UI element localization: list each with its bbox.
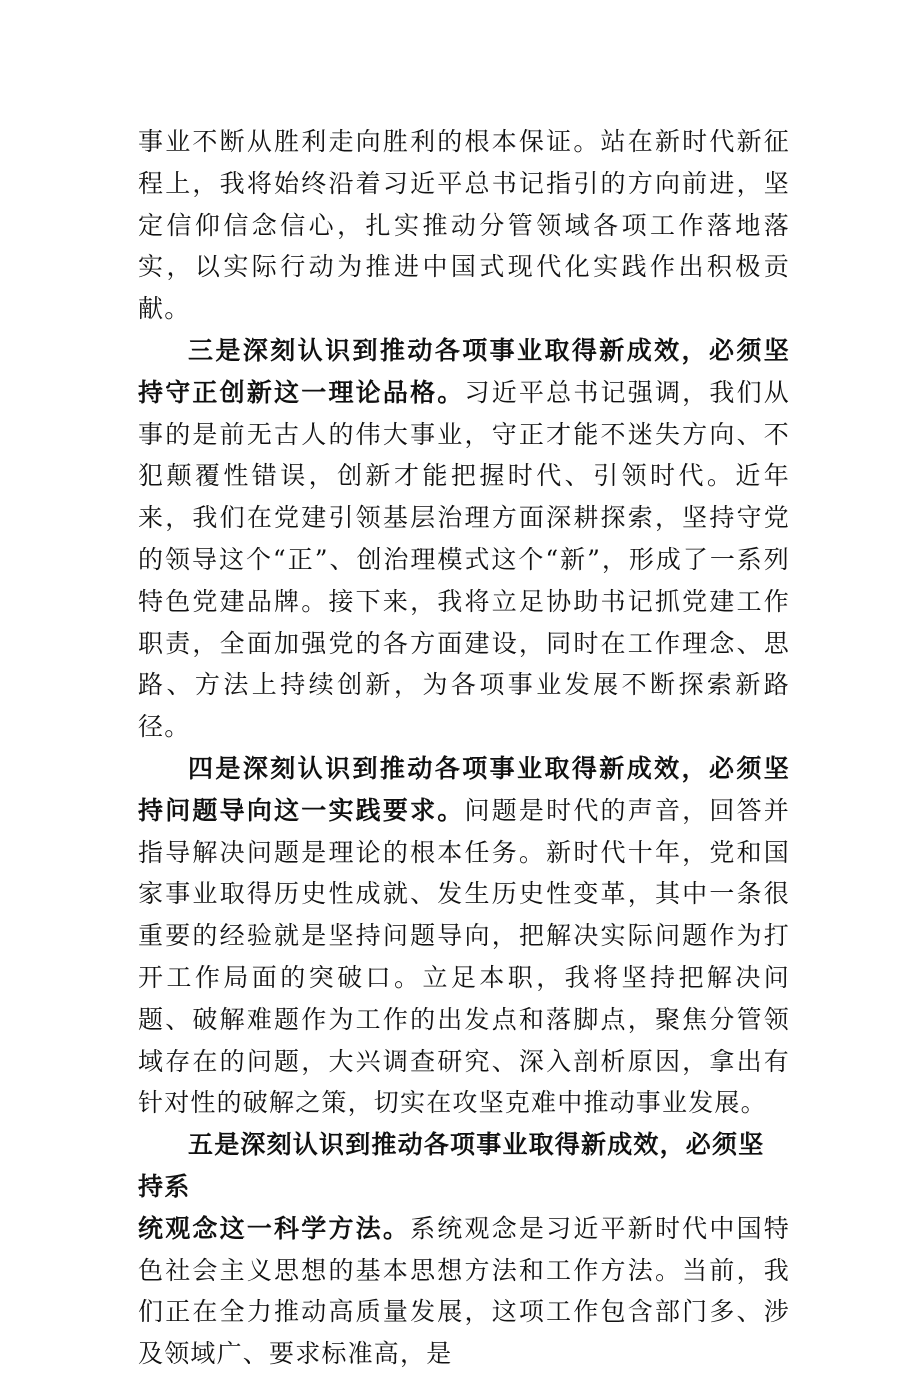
paragraph-4-lead-line-2: 统观念这一科学方法。 xyxy=(138,1213,411,1243)
paragraph-2-body: 习近平总书记强调，我们从事的是前无古人的伟大事业，守正才能不迷失方向、不犯颠覆性错误，创新才能把握时代、引领时代。近年来，我们在党建引领基层治理方面深耕探索，坚持守党的领导这个“正”、创治理模式这个“新”，形成了一系列特色党建品牌。接下来，我将立足协助书记抓党建工作职责，全面加强党的各方面建设，同时在工作理念、思路、方法上持续创新，为各项事业发展不断探索新路径。 xyxy=(138,377,790,742)
paragraph-4 xyxy=(138,1124,790,1375)
paragraph-4-lead-line-1: 五是深刻认识到推动各项事业取得新成效，必须坚持系 xyxy=(138,1130,765,1201)
paragraph-3-lead: 四是深刻认识到推动各项事业取得新成效，必须坚持问题导向这一实践要求。 xyxy=(138,753,790,825)
paragraph-2 xyxy=(138,330,790,748)
paragraph-3 xyxy=(138,748,790,1124)
document-body xyxy=(138,121,790,1375)
paragraph-1-body: 事业不断从胜利走向胜利的根本保证。站在新时代新征程上，我将始终沿着习近平总书记指引的方向前进，坚定信仰信念信心，扎实推动分管领域各项工作落地落实，以实际行动为推进中国式现代化实践作出积极贡献。 xyxy=(138,127,790,324)
paragraph-4-body: 系统观念是习近平新时代中国特色社会主义思想的基本思想方法和工作方法。当前，我们正在全力推动高质量发展，这项工作包含部门多、涉及领域广、要求标准高，是 xyxy=(138,1213,790,1369)
paragraph-3-body: 问题是时代的声音，回答并指导解决问题是理论的根本任务。新时代十年，党和国家事业取得历史性成就、发生历史性变革，其中一条很重要的经验就是坚持问题导向，把解决实际问题作为打开工作局面的突破口。立足本职，我将坚持把解决问题、破解难题作为工作的出发点和落脚点，聚焦分管领域存在的问题，大兴调查研究、深入剖析原因，拿出有针对性的破解之策，切实在攻坚克难中推动事业发展。 xyxy=(138,795,790,1118)
paragraph-1 xyxy=(138,121,790,330)
paragraph-2-lead: 三是深刻认识到推动各项事业取得新成效，必须坚持守正创新这一理论品格。 xyxy=(138,335,790,407)
